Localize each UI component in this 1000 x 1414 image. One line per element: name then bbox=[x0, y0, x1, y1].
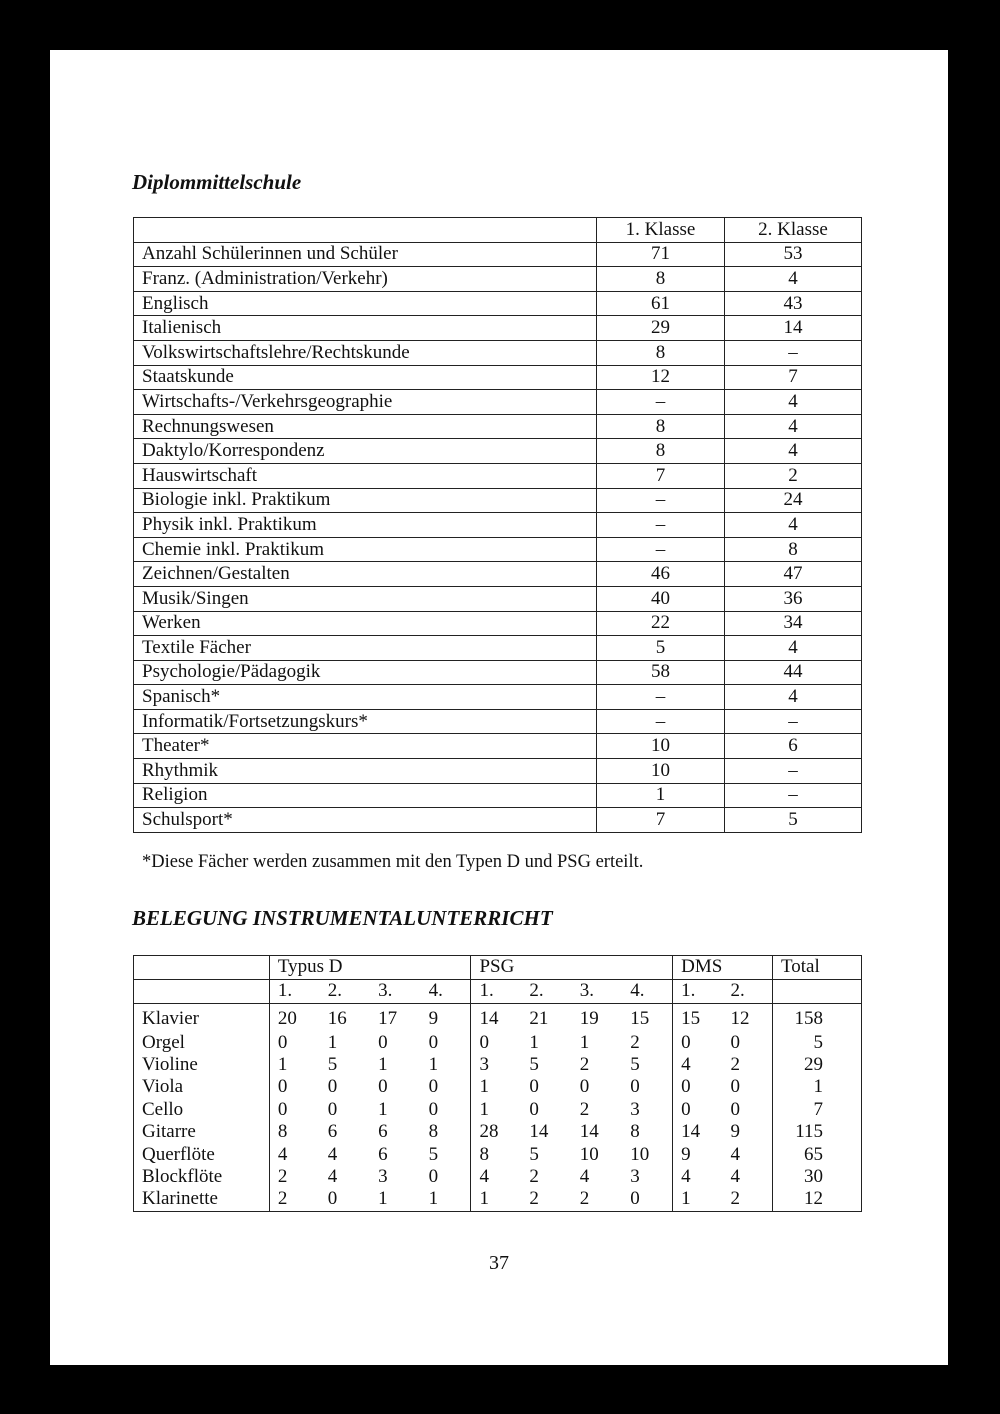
group-header: PSG bbox=[471, 956, 673, 980]
instrument-name: Gitarre bbox=[134, 1121, 270, 1143]
subject-name: Italienisch bbox=[134, 316, 597, 341]
count-value: 0 bbox=[529, 1098, 539, 1120]
table-row bbox=[134, 513, 862, 538]
table-row bbox=[134, 439, 862, 464]
count-value: 4 bbox=[269, 1144, 319, 1166]
subject-name: Spanisch* bbox=[134, 685, 597, 710]
value-klasse-2: – bbox=[725, 340, 862, 365]
value-klasse-1: 10 bbox=[597, 734, 725, 759]
count-value: 0 bbox=[673, 1099, 723, 1121]
count-value: 0 bbox=[730, 1076, 741, 1098]
table-row bbox=[134, 685, 862, 710]
table-row bbox=[134, 660, 862, 685]
instrument-name: Blockflöte bbox=[134, 1166, 270, 1188]
header-blank bbox=[134, 980, 270, 1004]
count-value: 4 bbox=[673, 1054, 723, 1076]
count-value: 8 bbox=[428, 1121, 439, 1143]
total-value: 29 bbox=[772, 1054, 861, 1076]
table-row bbox=[134, 1144, 862, 1166]
header-blank bbox=[134, 218, 597, 243]
value-klasse-1: 7 bbox=[597, 463, 725, 488]
count-value: 1 bbox=[673, 1188, 723, 1211]
subcolumn-header-row bbox=[134, 980, 862, 1004]
instrument-name: Klavier bbox=[134, 1004, 270, 1032]
count-value: 4 bbox=[327, 1143, 338, 1165]
subject-name: Werken bbox=[134, 611, 597, 636]
count-value: 5 bbox=[327, 1053, 338, 1075]
table-row bbox=[134, 390, 862, 415]
value-klasse-1: – bbox=[597, 488, 725, 513]
subject-name: Englisch bbox=[134, 291, 597, 316]
value-klasse-2: 14 bbox=[725, 316, 862, 341]
value-klasse-2: 8 bbox=[725, 537, 862, 562]
subject-name: Chemie inkl. Praktikum bbox=[134, 537, 597, 562]
count-value: 2 bbox=[579, 1098, 590, 1120]
count-value: 20 bbox=[269, 1004, 319, 1032]
total-value: 30 bbox=[772, 1166, 861, 1188]
count-value: 2 bbox=[269, 1188, 319, 1211]
value-klasse-1: – bbox=[597, 513, 725, 538]
header-row bbox=[134, 218, 862, 243]
page-number: 37 bbox=[489, 1252, 509, 1274]
subject-name: Hauswirtschaft bbox=[134, 463, 597, 488]
count-value: 4 bbox=[730, 1143, 741, 1165]
instrument-name: Viola bbox=[134, 1076, 270, 1098]
value-klasse-2: 7 bbox=[725, 365, 862, 390]
total-value: 12 bbox=[772, 1188, 861, 1211]
count-value: 0 bbox=[428, 1076, 439, 1098]
count-value: 14 bbox=[471, 1004, 521, 1032]
value-klasse-1: – bbox=[597, 390, 725, 415]
header-blank bbox=[772, 980, 861, 1004]
table-row bbox=[134, 1076, 862, 1098]
subject-name: Psychologie/Pädagogik bbox=[134, 660, 597, 685]
table-row bbox=[134, 734, 862, 759]
subject-name: Rhythmik bbox=[134, 759, 597, 784]
value-klasse-2: 43 bbox=[725, 291, 862, 316]
count-value: 1 bbox=[269, 1054, 319, 1076]
count-value: 5 bbox=[529, 1143, 539, 1165]
table-row bbox=[134, 636, 862, 661]
total-value: 158 bbox=[772, 1004, 861, 1032]
count-value: 0 bbox=[428, 1031, 439, 1053]
table-row bbox=[134, 291, 862, 316]
subject-name: Physik inkl. Praktikum bbox=[134, 513, 597, 538]
group-header: Typus D bbox=[269, 956, 471, 980]
count-value: 1 bbox=[529, 1031, 539, 1053]
subject-name: Theater* bbox=[134, 734, 597, 759]
table-row bbox=[134, 463, 862, 488]
subject-name: Wirtschafts-/Verkehrsgeographie bbox=[134, 390, 597, 415]
table-row bbox=[134, 1188, 862, 1211]
count-value: 2 bbox=[529, 1165, 539, 1187]
count-value: 17 bbox=[378, 1008, 398, 1029]
value-klasse-2: 4 bbox=[725, 636, 862, 661]
value-klasse-2: – bbox=[725, 709, 862, 734]
count-value: 14 bbox=[673, 1121, 723, 1143]
value-klasse-2: 4 bbox=[725, 513, 862, 538]
count-value: 0 bbox=[327, 1098, 338, 1120]
instrument-table bbox=[133, 955, 862, 1212]
subject-name: Schulsport* bbox=[134, 808, 597, 833]
count-value: 5 bbox=[630, 1053, 640, 1075]
subject-name: Anzahl Schülerinnen und Schüler bbox=[134, 242, 597, 267]
total-value: 1 bbox=[772, 1076, 861, 1098]
count-value: 3 bbox=[471, 1054, 521, 1076]
subcolumn-header: 4. bbox=[421, 980, 471, 1004]
subcolumn-header: 3. bbox=[572, 980, 622, 1004]
value-klasse-1: 8 bbox=[597, 414, 725, 439]
instrument-name: Violine bbox=[134, 1054, 270, 1076]
count-value: 0 bbox=[269, 1099, 319, 1121]
table-row bbox=[134, 242, 862, 267]
subject-name: Biologie inkl. Praktikum bbox=[134, 488, 597, 513]
value-klasse-2: 36 bbox=[725, 586, 862, 611]
count-value: 0 bbox=[471, 1032, 521, 1054]
subcolumn-header: 2. bbox=[320, 980, 370, 1004]
group-header: DMS bbox=[673, 956, 773, 980]
value-klasse-1: 12 bbox=[597, 365, 725, 390]
value-klasse-2: 4 bbox=[725, 267, 862, 292]
count-value: 5 bbox=[529, 1053, 539, 1075]
table-row bbox=[134, 1099, 862, 1121]
count-value: 0 bbox=[673, 1076, 723, 1098]
document-page bbox=[50, 50, 948, 1365]
subject-name: Daktylo/Korrespondenz bbox=[134, 439, 597, 464]
count-value: 0 bbox=[378, 1076, 388, 1098]
instrument-name: Klarinette bbox=[134, 1188, 270, 1211]
header-blank bbox=[134, 956, 270, 980]
table-row bbox=[134, 1054, 862, 1076]
count-value: 2 bbox=[730, 1053, 741, 1075]
count-value: 4 bbox=[471, 1166, 521, 1188]
subject-name: Textile Fächer bbox=[134, 636, 597, 661]
instrument-name: Cello bbox=[134, 1099, 270, 1121]
count-value: 0 bbox=[269, 1032, 319, 1054]
value-klasse-2: 4 bbox=[725, 685, 862, 710]
value-klasse-2: 47 bbox=[725, 562, 862, 587]
table-row bbox=[134, 414, 862, 439]
value-klasse-1: – bbox=[597, 685, 725, 710]
count-value: 2 bbox=[269, 1166, 319, 1188]
value-klasse-1: 40 bbox=[597, 586, 725, 611]
value-klasse-2: 53 bbox=[725, 242, 862, 267]
column-header: 2. Klasse bbox=[725, 218, 862, 243]
value-klasse-1: 8 bbox=[597, 439, 725, 464]
count-value: 0 bbox=[529, 1076, 539, 1098]
count-value: 1 bbox=[378, 1053, 388, 1075]
count-value: 0 bbox=[730, 1031, 741, 1053]
value-klasse-1: 1 bbox=[597, 783, 725, 808]
value-klasse-1: 7 bbox=[597, 808, 725, 833]
count-value: 1 bbox=[471, 1099, 521, 1121]
value-klasse-2: 24 bbox=[725, 488, 862, 513]
subcolumn-header: 3. bbox=[370, 980, 420, 1004]
count-value: 6 bbox=[378, 1121, 388, 1143]
table-row bbox=[134, 562, 862, 587]
count-value: 5 bbox=[428, 1143, 439, 1165]
value-klasse-2: 2 bbox=[725, 463, 862, 488]
count-value: 16 bbox=[327, 1008, 347, 1029]
value-klasse-2: 4 bbox=[725, 439, 862, 464]
value-klasse-2: 5 bbox=[725, 808, 862, 833]
table-row bbox=[134, 537, 862, 562]
footnote: *Diese Fächer werden zusammen mit den Typen D und PSG erteilt. bbox=[142, 852, 644, 872]
value-klasse-2: 6 bbox=[725, 734, 862, 759]
value-klasse-2: 34 bbox=[725, 611, 862, 636]
group-header-row bbox=[134, 956, 862, 980]
count-value: 2 bbox=[521, 1188, 571, 1211]
value-klasse-1: – bbox=[597, 709, 725, 734]
count-value: 1 bbox=[327, 1031, 338, 1053]
table-row bbox=[134, 340, 862, 365]
table-row bbox=[134, 709, 862, 734]
count-value: 10 bbox=[579, 1143, 599, 1165]
count-value: 1 bbox=[370, 1188, 420, 1211]
count-value: 0 bbox=[327, 1076, 338, 1098]
count-value: 0 bbox=[579, 1076, 590, 1098]
subcolumn-header: 1. bbox=[269, 980, 319, 1004]
table-row bbox=[134, 1121, 862, 1143]
value-klasse-1: 61 bbox=[597, 291, 725, 316]
subcolumn-header: 1. bbox=[673, 980, 723, 1004]
total-value: 65 bbox=[772, 1144, 861, 1166]
subject-name: Volkswirtschaftslehre/Rechtskunde bbox=[134, 340, 597, 365]
subjects-table bbox=[133, 217, 862, 833]
value-klasse-1: 8 bbox=[597, 267, 725, 292]
table-row bbox=[134, 365, 862, 390]
count-value: 9 bbox=[730, 1121, 741, 1143]
table-row bbox=[134, 808, 862, 833]
count-value: 4 bbox=[673, 1166, 723, 1188]
instrument-name: Orgel bbox=[134, 1032, 270, 1054]
table-row bbox=[134, 1166, 862, 1188]
count-value: 1 bbox=[579, 1031, 590, 1053]
count-value: 0 bbox=[730, 1098, 741, 1120]
table-row bbox=[134, 783, 862, 808]
count-value: 6 bbox=[378, 1143, 388, 1165]
count-value: 2 bbox=[630, 1031, 640, 1053]
count-value: 9 bbox=[428, 1008, 439, 1029]
table-row bbox=[134, 586, 862, 611]
count-value: 1 bbox=[428, 1053, 439, 1075]
value-klasse-1: 10 bbox=[597, 759, 725, 784]
count-value: 1 bbox=[471, 1076, 521, 1098]
instrument-name: Querflöte bbox=[134, 1144, 270, 1166]
count-value: 0 bbox=[428, 1098, 439, 1120]
subject-name: Religion bbox=[134, 783, 597, 808]
count-value: 28 bbox=[471, 1121, 521, 1143]
count-value: 9 bbox=[673, 1144, 723, 1166]
count-value: 3 bbox=[630, 1098, 640, 1120]
subcolumn-header: 2. bbox=[521, 980, 571, 1004]
table-row bbox=[134, 267, 862, 292]
count-value: 19 bbox=[579, 1008, 599, 1029]
total-value: 115 bbox=[772, 1121, 861, 1143]
value-klasse-2: – bbox=[725, 759, 862, 784]
count-value: 0 bbox=[378, 1031, 388, 1053]
count-value: 1 bbox=[471, 1188, 521, 1211]
count-value: 4 bbox=[579, 1165, 590, 1187]
count-value: 0 bbox=[622, 1188, 672, 1211]
value-klasse-1: – bbox=[597, 537, 725, 562]
subcolumn-header: 1. bbox=[471, 980, 521, 1004]
count-value: 2 bbox=[572, 1188, 622, 1211]
value-klasse-2: 4 bbox=[725, 414, 862, 439]
group-header: Total bbox=[772, 956, 861, 980]
value-klasse-2: – bbox=[725, 783, 862, 808]
value-klasse-1: 71 bbox=[597, 242, 725, 267]
column-header: 1. Klasse bbox=[597, 218, 725, 243]
value-klasse-1: 5 bbox=[597, 636, 725, 661]
subject-name: Rechnungswesen bbox=[134, 414, 597, 439]
subcolumn-header: 2. bbox=[723, 980, 773, 1004]
table-row bbox=[134, 1032, 862, 1054]
count-value: 4 bbox=[327, 1165, 338, 1187]
value-klasse-1: 8 bbox=[597, 340, 725, 365]
count-value: 21 bbox=[529, 1008, 549, 1029]
count-value: 0 bbox=[630, 1076, 640, 1098]
count-value: 0 bbox=[269, 1076, 319, 1098]
count-value: 2 bbox=[723, 1188, 773, 1211]
value-klasse-1: 29 bbox=[597, 316, 725, 341]
value-klasse-1: 46 bbox=[597, 562, 725, 587]
count-value: 1 bbox=[421, 1188, 471, 1211]
section-title-instrumental: BELEGUNG INSTRUMENTALUNTERRICHT bbox=[132, 906, 553, 930]
subcolumn-header: 4. bbox=[622, 980, 672, 1004]
subject-name: Franz. (Administration/Verkehr) bbox=[134, 267, 597, 292]
subject-name: Informatik/Fortsetzungskurs* bbox=[134, 709, 597, 734]
count-value: 3 bbox=[630, 1165, 640, 1187]
count-value: 14 bbox=[579, 1121, 599, 1143]
count-value: 1 bbox=[378, 1098, 388, 1120]
table-row bbox=[134, 611, 862, 636]
value-klasse-1: 58 bbox=[597, 660, 725, 685]
table-row bbox=[134, 488, 862, 513]
value-klasse-2: 4 bbox=[725, 390, 862, 415]
count-value: 8 bbox=[630, 1121, 640, 1143]
value-klasse-2: 44 bbox=[725, 660, 862, 685]
count-value: 12 bbox=[730, 1008, 750, 1029]
count-value: 2 bbox=[579, 1053, 590, 1075]
count-value: 8 bbox=[269, 1121, 319, 1143]
subject-name: Zeichnen/Gestalten bbox=[134, 562, 597, 587]
count-value: 14 bbox=[529, 1121, 549, 1143]
section-title-diplommittelschule: Diplommittelschule bbox=[132, 170, 302, 194]
count-value: 8 bbox=[471, 1144, 521, 1166]
count-value: 6 bbox=[327, 1121, 338, 1143]
count-value: 10 bbox=[630, 1143, 650, 1165]
subject-name: Musik/Singen bbox=[134, 586, 597, 611]
count-value: 0 bbox=[320, 1188, 370, 1211]
table-row bbox=[134, 1004, 862, 1032]
value-klasse-1: 22 bbox=[597, 611, 725, 636]
count-value: 15 bbox=[673, 1004, 723, 1032]
count-value: 4 bbox=[730, 1165, 741, 1187]
count-value: 0 bbox=[673, 1032, 723, 1054]
total-value: 5 bbox=[772, 1032, 861, 1054]
table-row bbox=[134, 759, 862, 784]
count-value: 3 bbox=[378, 1165, 388, 1187]
count-value: 0 bbox=[428, 1165, 439, 1187]
total-value: 7 bbox=[772, 1099, 861, 1121]
count-value: 15 bbox=[630, 1008, 650, 1029]
subject-name: Staatskunde bbox=[134, 365, 597, 390]
table-row bbox=[134, 316, 862, 341]
